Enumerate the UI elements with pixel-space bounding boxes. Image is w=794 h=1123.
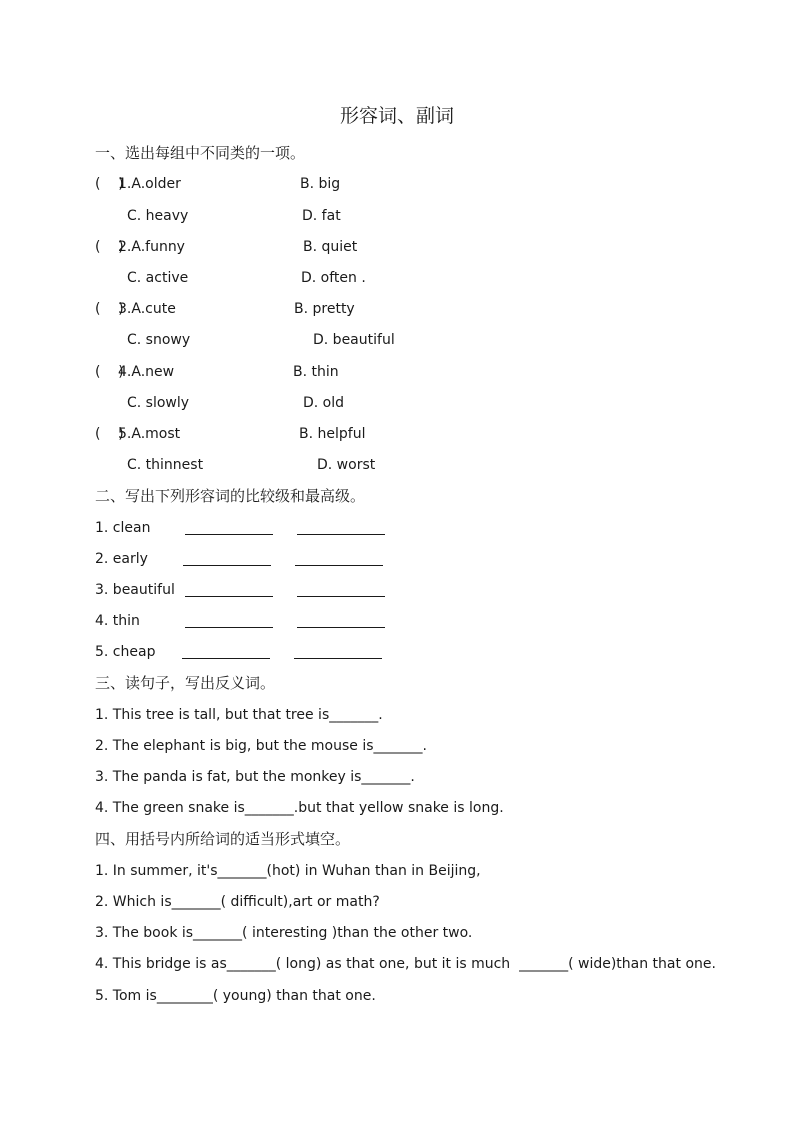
answer-paren: ( ) [95,301,124,317]
answer-blank-superlative[interactable] [297,627,385,628]
sentence-item: 4. The green snake is_______.but that yellow snake is long. [95,800,504,816]
sentence-item: 4. This bridge is as_______( long) as that one, but it is much _______( wide)than that one. [95,956,716,972]
sentence-item: 2. The elephant is big, but the mouse is_______. [95,738,427,754]
answer-blank-comparative[interactable] [183,565,271,566]
word-item: 5. cheap [95,644,156,660]
option-b: B. helpful [299,426,366,442]
option-b: B. big [300,176,341,192]
option-a: 2.A.funny [118,239,185,255]
sentence-item: 3. The book is_______( interesting )than the other two. [95,925,473,941]
option-d: D. worst [317,457,376,473]
answer-blank-comparative[interactable] [185,534,273,535]
option-c: C. slowly [127,395,190,411]
option-b: B. thin [293,364,339,380]
answer-blank-superlative[interactable] [297,596,385,597]
section-1-heading: 一、选出每组中不同类的一项。 [95,144,306,162]
word-item: 2. early [95,551,148,567]
option-c: C. thinnest [127,457,204,473]
answer-paren: ( ) [95,239,124,255]
option-b: B. pretty [294,301,355,317]
answer-blank-superlative[interactable] [295,565,383,566]
option-a: 5.A.most [118,426,181,442]
sentence-item: 5. Tom is________( young) than that one. [95,988,376,1004]
word-item: 4. thin [95,613,140,629]
word-item: 1. clean [95,520,151,536]
option-c: C. heavy [127,208,189,224]
option-d: D. often . [301,270,366,286]
option-c: C. snowy [127,332,191,348]
page-title: 形容词、副词 [339,105,454,127]
sentence-item: 2. Which is_______( difficult),art or math? [95,894,380,910]
sentence-item: 1. In summer, it's_______(hot) in Wuhan than in Beijing, [95,863,481,879]
answer-paren: ( ) [95,364,124,380]
sentence-item: 1. This tree is tall, but that tree is_______. [95,707,383,723]
option-a: 4.A.new [118,364,175,380]
answer-paren: ( ) [95,176,124,192]
section-3-heading: 三、读句子，写出反义词。 [95,674,276,692]
section-4-heading: 四、用括号内所给词的适当形式填空。 [95,830,351,848]
option-b: B. quiet [303,239,358,255]
option-d: D. fat [302,208,341,224]
section-2-heading: 二、写出下列形容词的比较级和最高级。 [95,487,366,505]
option-c: C. active [127,270,189,286]
answer-blank-comparative[interactable] [185,627,273,628]
answer-blank-comparative[interactable] [182,658,270,659]
answer-blank-superlative[interactable] [294,658,382,659]
option-a: 1.A.older [118,176,181,192]
answer-paren: ( ) [95,426,124,442]
option-d: D. beautiful [313,332,395,348]
sentence-item: 3. The panda is fat, but the monkey is_______. [95,769,415,785]
option-a: 3.A.cute [118,301,176,317]
option-d: D. old [303,395,345,411]
answer-blank-superlative[interactable] [297,534,385,535]
answer-blank-comparative[interactable] [185,596,273,597]
word-item: 3. beautiful [95,582,175,598]
